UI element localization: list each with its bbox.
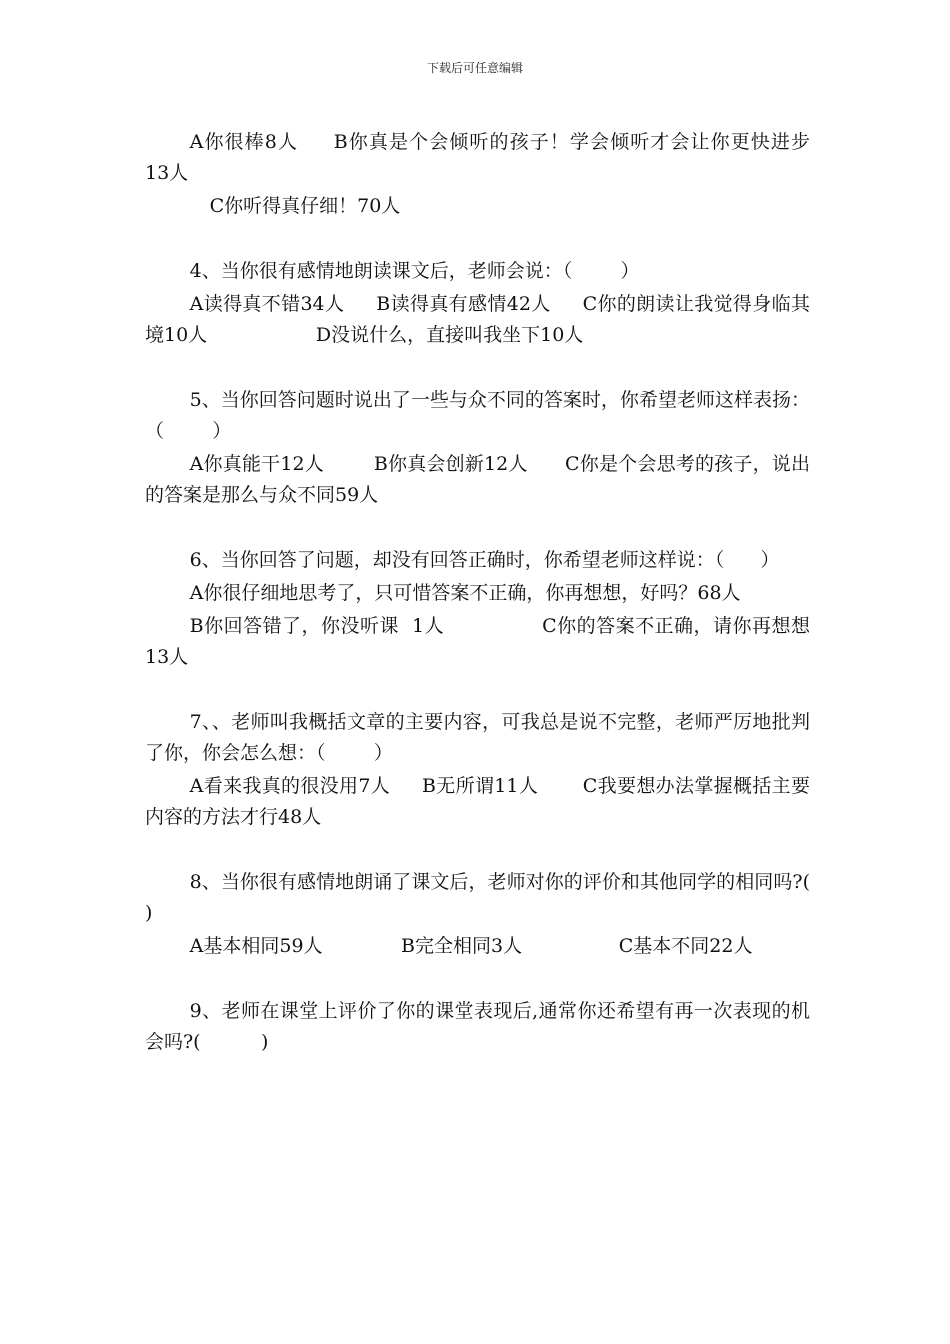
q8-options: A基本相同59人 B完全相同3人 C基本不同22人 (189, 935, 753, 957)
q5-question: 5、当你回答问题时说出了一些与众不同的答案时，你希望老师这样表扬：（ ） (145, 389, 810, 442)
q6-options-bc: B你回答错了，你没听课 1人 C你的答案不正确，请你再想想13人 (145, 615, 810, 668)
page-header: 下载后可任意编辑 (426, 61, 523, 75)
q4-question: 4、当你很有感情地朗读课文后，老师会说：（ ） (189, 260, 640, 282)
q7-question: 7、、老师叫我概括文章的主要内容，可我总是说不完整，老师严厉地批判了你，你会怎么想：（ ） (145, 711, 810, 764)
q5-options: A你真能干12人 B你真会创新12人 C你是个会思考的孩子，说出的答案是那么与众不同59人 (145, 453, 810, 506)
q7-options: A看来我真的很没用7人 B无所谓11人 C我要想办法掌握概括主要内容的方法才行48人 (145, 775, 810, 828)
q6-option-a: A你很仔细地思考了，只可惜答案不正确，你再想想，好吗？68人 (189, 582, 741, 604)
q9-question: 9、老师在课堂上评价了你的课堂表现后,通常你还希望有再一次表现的机会吗?( ) (145, 1000, 810, 1053)
q3-option-c: C你听得真仔细！70人 (209, 195, 401, 217)
q8-question: 8、当你很有感情地朗诵了课文后，老师对你的评价和其他同学的相同吗?( ) (145, 871, 871, 924)
q6-question: 6、当你回答了问题，却没有回答正确时，你希望老师这样说：（ ） (189, 549, 780, 571)
q3-options-ab: A你很棒8人 B你真是个会倾听的孩子！学会倾听才会让你更快进步 13人 (145, 131, 835, 184)
q4-options: A读得真不错34人 B读得真有感情42人 C你的朗读让我觉得身临其境10人 D没说什么，直接叫我坐下10人 (145, 293, 810, 346)
survey-content (145, 127, 871, 1058)
